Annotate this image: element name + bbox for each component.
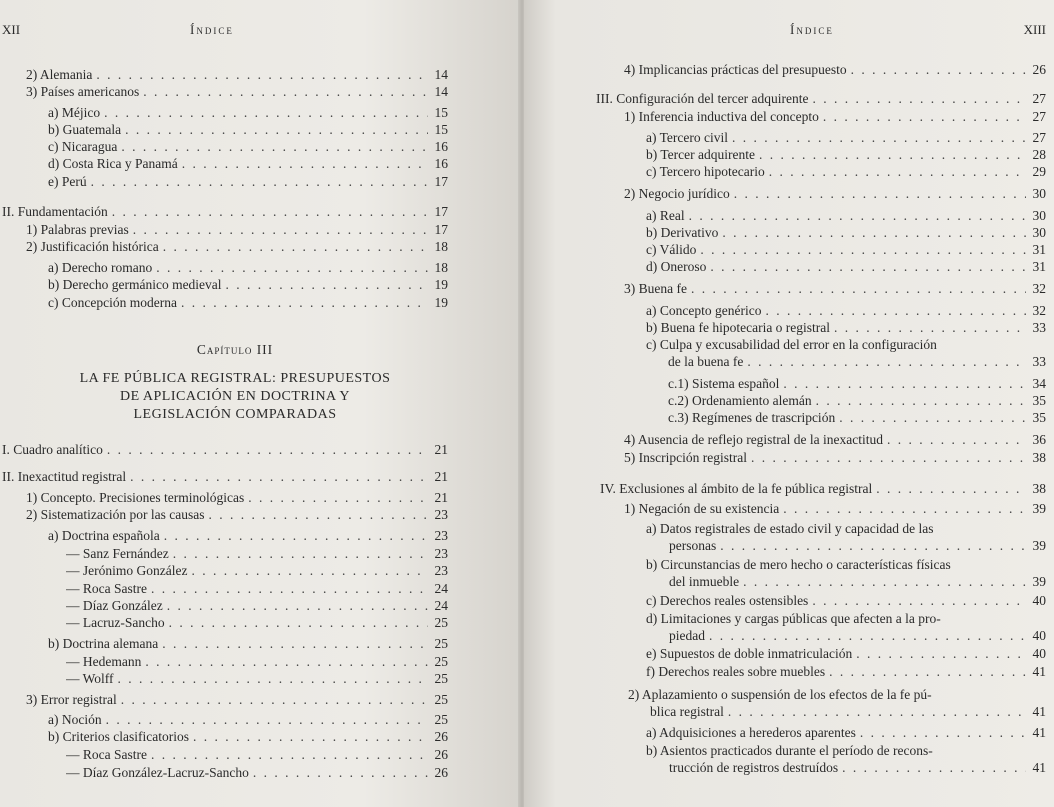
toc-entry: — Roca Sastre . . . 24 <box>66 580 448 597</box>
toc-entry: a) Real . . . 30 <box>646 207 1046 224</box>
toc-entry: de la buena fe . . . 33 <box>668 353 1046 370</box>
toc-entry: 4) Ausencia de reflejo registral de la inexactitud . . . 36 <box>624 431 1046 448</box>
toc-entry: 1) Negación de su existencia . . . 39 <box>624 500 1046 517</box>
page-number: XIII <box>1023 22 1046 37</box>
toc-entry: 2) Alemania . . . 14 <box>26 66 448 83</box>
toc-entry: b) Guatemala . . . 15 <box>48 121 448 138</box>
toc-entry: b) Tercer adquirente . . . 28 <box>646 146 1046 163</box>
toc-entry: 4) Implicancias prácticas del presupuesto . . . 26 <box>624 61 1046 78</box>
toc-entry-wrap: 2) Aplazamiento o suspensión de los efectos de la fe pú- <box>628 687 932 702</box>
toc-entry-wrap: b) Circunstancias de mero hecho o características físicas <box>646 557 951 572</box>
toc-entry: III. Configuración del tercer adquirente . . . 27 <box>596 90 1046 107</box>
toc-entry: — Sanz Fernández . . . 23 <box>66 545 448 562</box>
toc-entry: b) Derecho germánico medieval . . . 19 <box>48 276 448 293</box>
toc-entry: 5) Inscripción registral . . . 38 <box>624 449 1046 466</box>
chapter-title-line: DE APLICACIÓN EN DOCTRINA Y <box>120 389 350 404</box>
toc-entry: IV. Exclusiones al ámbito de la fe pública registral . . . 38 <box>600 480 1046 497</box>
toc-entry: — Díaz González . . . 24 <box>66 597 448 614</box>
running-head: Índice <box>790 22 834 37</box>
toc-entry: a) Derecho romano . . . 18 <box>48 259 448 276</box>
toc-entry: — Roca Sastre . . . 26 <box>66 746 448 763</box>
toc-entry: a) Doctrina española . . . 23 <box>48 527 448 544</box>
toc-entry: c.1) Sistema español . . . 34 <box>668 375 1046 392</box>
toc-entry: e) Supuestos de doble inmatriculación . . . 40 <box>646 645 1046 662</box>
chapter-title-line: LEGISLACIÓN COMPARADAS <box>133 407 337 422</box>
toc-entry-wrap: b) Asientos practicados durante el período de recons- <box>646 743 933 758</box>
page-number: XII <box>2 22 21 37</box>
toc-entry: c) Derechos reales ostensibles . . . 40 <box>646 592 1046 609</box>
toc-entry: d) Costa Rica y Panamá . . . 16 <box>48 155 448 172</box>
toc-entry: b) Derivativo . . . 30 <box>646 224 1046 241</box>
toc-entry: c) Tercero hipotecario . . . 29 <box>646 163 1046 180</box>
toc-entry: a) Tercero civil . . . 27 <box>646 129 1046 146</box>
toc-entry: c.2) Ordenamiento alemán . . . 35 <box>668 392 1046 409</box>
toc-entry: a) Noción . . . 25 <box>48 711 448 728</box>
toc-entry-wrap: a) Datos registrales de estado civil y capacidad de las <box>646 521 934 536</box>
toc-entry: I. Cuadro analítico . . . 21 <box>2 441 448 458</box>
toc-entry: — Jerónimo González . . . 23 <box>66 562 448 579</box>
toc-entry: b) Doctrina alemana . . . 25 <box>48 635 448 652</box>
toc-entry: 2) Negocio jurídico . . . 30 <box>624 185 1046 202</box>
left-page <box>0 0 520 807</box>
toc-entry: trucción de registros destruídos . . . 41 <box>669 759 1046 776</box>
toc-entry: del inmueble . . . 39 <box>669 573 1046 590</box>
toc-entry: a) Méjico . . . 15 <box>48 104 448 121</box>
toc-entry: f) Derechos reales sobre muebles . . . 41 <box>646 663 1046 680</box>
toc-entry: b) Buena fe hipotecaria o registral . . . 33 <box>646 319 1046 336</box>
toc-entry: — Wolff . . . 25 <box>66 670 448 687</box>
toc-entry: 3) Países americanos . . . 14 <box>26 83 448 100</box>
toc-entry: c) Concepción moderna . . . 19 <box>48 294 448 311</box>
toc-entry: a) Concepto genérico . . . 32 <box>646 302 1046 319</box>
toc-entry: c.3) Regímenes de trascripción . . . 35 <box>668 409 1046 426</box>
toc-entry: blica registral . . . 41 <box>650 703 1046 720</box>
toc-entry-wrap: d) Limitaciones y cargas públicas que afecten a la pro- <box>646 611 941 626</box>
toc-entry: 1) Palabras previas . . . 17 <box>26 221 448 238</box>
toc-entry: 3) Error registral . . . 25 <box>26 691 448 708</box>
toc-entry: II. Fundamentación . . . 17 <box>2 203 448 220</box>
chapter-label: Capítulo III <box>196 342 274 357</box>
toc-entry: personas . . . 39 <box>669 537 1046 554</box>
toc-entry: b) Criterios clasificatorios . . . 26 <box>48 728 448 745</box>
toc-entry: 2) Justificación histórica . . . 18 <box>26 238 448 255</box>
toc-entry: — Díaz González-Lacruz-Sancho . . . 26 <box>66 764 448 781</box>
toc-entry: d) Oneroso . . . 31 <box>646 258 1046 275</box>
toc-entry: c) Válido . . . 31 <box>646 241 1046 258</box>
right-page <box>524 0 1054 807</box>
toc-entry: II. Inexactitud registral . . . 21 <box>2 468 448 485</box>
toc-entry: 2) Sistematización por las causas . . . 23 <box>26 506 448 523</box>
toc-entry: a) Adquisiciones a herederos aparentes . . . 41 <box>646 724 1046 741</box>
running-head: Índice <box>190 22 234 37</box>
toc-entry: piedad . . . 40 <box>669 627 1046 644</box>
toc-entry: — Lacruz-Sancho . . . 25 <box>66 614 448 631</box>
toc-entry: — Hedemann . . . 25 <box>66 653 448 670</box>
toc-entry: 1) Inferencia inductiva del concepto . . . 27 <box>624 108 1046 125</box>
toc-entry: c) Nicaragua . . . 16 <box>48 138 448 155</box>
toc-entry: 1) Concepto. Precisiones terminológicas . . . 21 <box>26 489 448 506</box>
toc-entry: e) Perú . . . 17 <box>48 173 448 190</box>
toc-entry-wrap: c) Culpa y excusabilidad del error en la configuración <box>646 337 937 352</box>
chapter-title-line: LA FE PÚBLICA REGISTRAL: PRESUPUESTOS <box>79 371 391 386</box>
toc-entry: 3) Buena fe . . . 32 <box>624 280 1046 297</box>
